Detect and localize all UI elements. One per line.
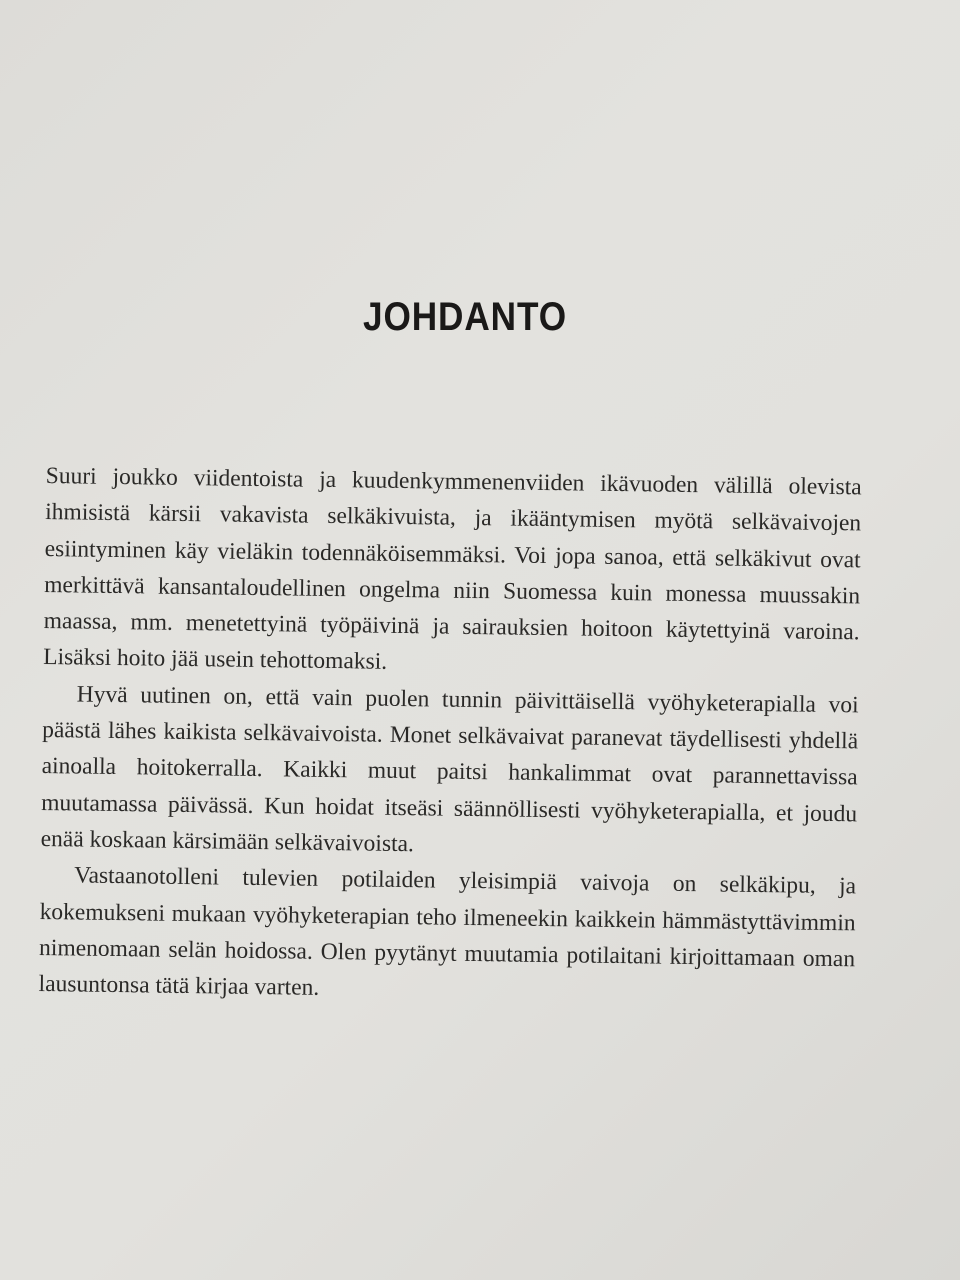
body-text <box>38 458 862 1014</box>
paragraph-2: Hyvä uutinen on, että vain puolen tunnin päivittäisellä vyöhyketerapialla voi päästä lähes kaikista selkävaivoista. Monet selkävaivat paranevat täydellisesti yhdellä ainoalla hoitokerralla. Kaikki muut paitsi hankalimmat ovat parannettavissa muutamassa päivässä. Kun hoidat itseäsi säännöllisesti vyöhyketerapialla, et joudu enää koskaan kärsimään selkävaivoista. <box>40 681 859 858</box>
paragraph-3: Vastaanotolleni tulevien potilaiden yleisimpiä vaivoja on selkäkipu, ja kokemukseni mukaan vyöhyketerapian teho ilmeneekin kaikkein hämmästyttävimmin nimenomaan selän hoidossa. Olen pyytänyt muutamia potilaitani kirjoittamaan oman lausuntonsa tätä kirjaa varten. <box>38 862 857 1002</box>
chapter-title: JOHDANTO <box>363 294 567 339</box>
paragraph-1: Suuri joukko viidentoista ja kuudenkymmenenviiden ikävuoden välillä olevista ihmisistä kärsii vakavista selkäkivuista, ja ikääntymisen myötä selkävaivojen esiintyminen käy vieläkin todennäköisemmäksi. Voi jopa sanoa, että selkäkivut ovat merkittävä kansantaloudellinen ongelma niin Suomessa kuin monessa muussakin maassa, mm. menetettyinä työpäivinä ja sairauksien hoitoon käytettyinä varoina. Lisäksi hoito jää usein tehottomaksi. <box>43 462 862 676</box>
